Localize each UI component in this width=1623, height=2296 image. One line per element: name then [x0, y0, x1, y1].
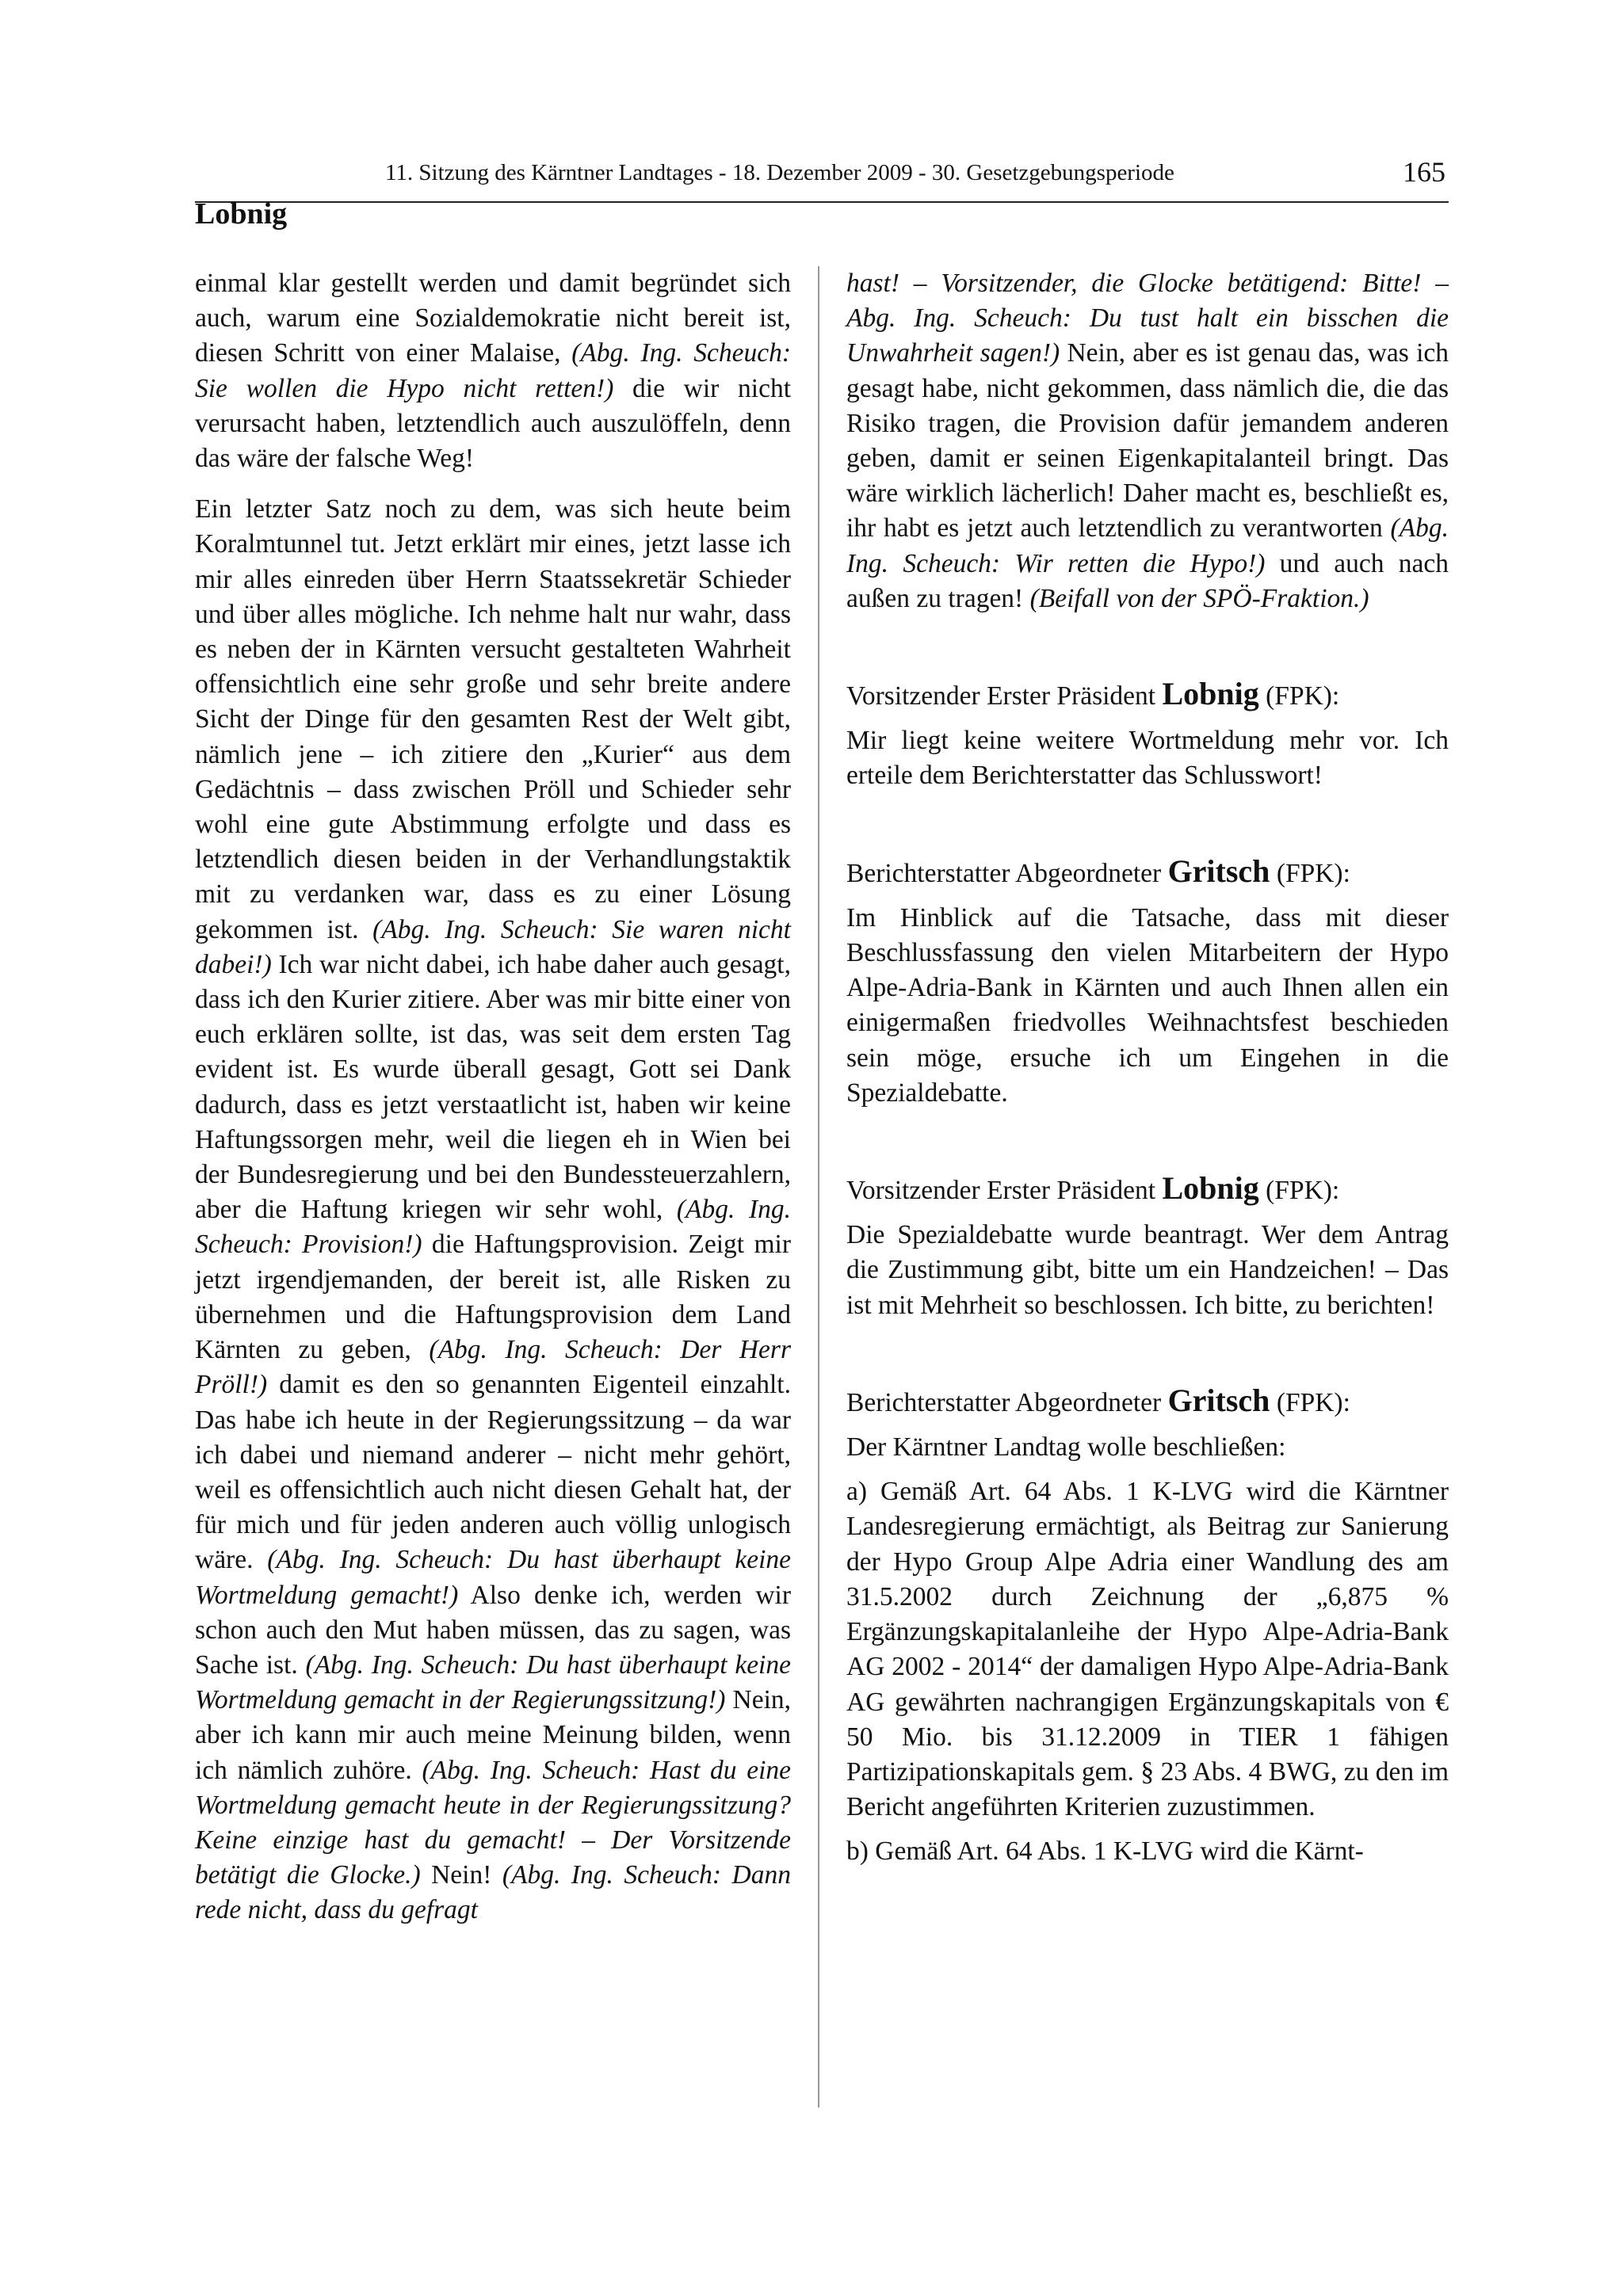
left-paragraph-1: einmal klar gestellt werden und damit begründet sich auch, warum eine Sozialdemokratie nicht bereit ist, diesen Schritt von einer Malaise, (Abg. Ing. Scheuch: Sie wollen die Hypo nicht retten!) die wir nicht verursacht haben, letztendlich auch auszulöffeln, denn das wäre der falsche Weg!: [195, 269, 791, 474]
left-column: [195, 266, 791, 1928]
speaker-heading: Berichterstatter Abgeordneter Gritsch (FPK):: [846, 852, 1350, 889]
running-header: [195, 155, 1449, 203]
speech-intro: Der Kärntner Landtag wolle beschließen:: [846, 1432, 1286, 1463]
right-paragraph-1: hast! – Vorsitzender, die Glocke betätigend: Bitte! – Abg. Ing. Scheuch: Du tust halt ein bisschen die Unwahrheit sagen!) Nein, aber es ist genau das, was ich gesagt habe, nicht gekommen, dass nämlich die, die das Risiko tragen, die Provision dafür jemandem anderen geben, damit er seinen Eigenkapitalanteil bringt. Das wäre wirklich lächerlich! Daher macht es, beschließt es, ihr habt es jetzt auch letztendlich zu verantworten (Abg. Ing. Scheuch: Wir retten die Hypo!) und auch nach außen zu tragen! (Beifall von der SPÖ-Fraktion.): [846, 269, 1449, 613]
speaker-heading: Berichterstatter Abgeordneter Gritsch (FPK):: [846, 1382, 1350, 1418]
column-divider: [818, 266, 819, 2107]
resolution-item-b: b) Gemäß Art. 64 Abs. 1 K-LVG wird die Kärnt-: [846, 1836, 1364, 1867]
speaker-heading: Vorsitzender Erster Präsident Lobnig (FPK):: [846, 676, 1340, 712]
speaker-heading: Vorsitzender Erster Präsident Lobnig (FPK):: [846, 1170, 1340, 1207]
speech-text: Mir liegt keine weitere Wortmeldung mehr vor. Ich erteile dem Berichterstatter das Schlusswort!: [846, 726, 1449, 791]
right-column: [846, 266, 1449, 1870]
speech-text: Im Hinblick auf die Tatsache, dass mit dieser Beschlussfassung den vielen Mitarbeitern der Hypo Alpe-Adria-Bank in Kärnten und auch Ihnen allen ein einigermaßen friedvolles Weihnachtsfest beschieden sein möge, ersuche ich um Eingehen in die Spezialdebatte.: [846, 902, 1449, 1108]
current-speaker: Lobnig: [195, 197, 288, 231]
page-number: 165: [1403, 156, 1445, 188]
left-paragraph-2: Ein letzter Satz noch zu dem, was sich heute beim Koralmtunnel tut. Jetzt erklärt mir eines, jetzt lasse ich mir alles einreden über Herrn Staatssekretär Schieder und über alles mögliche. Ich nehme halt nur wahr, dass es neben der in Kärnten versucht gestalteten Wahrheit offensichtlich eine sehr große und sehr breite andere Sicht der Dinge für den gesamten Rest der Welt gibt, nämlich jene – ich zitiere den „Kurier“ aus dem Gedächtnis – dass zwischen Pröll und Schieder sehr wohl eine gute Abstimmung erfolgte und dass es letztendlich diesen beiden in der Verhandlungstaktik mit zu verdanken war, dass es zu einer Lösung gekommen ist. (Abg. Ing. Scheuch: Sie waren nicht dabei!) Ich war nicht dabei, ich habe daher auch gesagt, dass ich den Kurier zitiere. Aber was mir bitte einer von euch erklären sollte, ist das, was seit dem ersten Tag evident ist. Es wurde überall gesagt, Gott sei Dank dadurch, dass es jetzt verstaatlicht ist, haben wir keine Haftungssorgen mehr, weil die liegen eh in Wien bei der Bundesregierung und bei den Bundessteuerzahlern, aber die Haftung kriegen wir sehr wohl, (Abg. Ing. Scheuch: Provision!) die Haftungsprovision. Zeigt mir jetzt irgendjemanden, der bereit ist, alle Risken zu übernehmen und die Haftungsprovision dem Land Kärnten zu geben, (Abg. Ing. Scheuch: Der Herr Pröll!) damit es den so genannten Eigenteil einzahlt. Das habe ich heute in der Regierungssitzung – da war ich dabei und niemand anderer – nicht mehr gehört, weil es offensichtlich auch nicht diesen Gehalt hat, der für mich und für jeden anderen auch völlig unlogisch wäre. (Abg. Ing. Scheuch: Du hast überhaupt keine Wortmeldung gemacht!) Also denke ich, werden wir schon auch den Mut haben müssen, das zu sagen, was Sache ist. (Abg. Ing. Scheuch: Du hast überhaupt keine Wortmeldung gemacht in der Regierungssitzung!) Nein, aber ich kann mir auch meine Meinung bilden, wenn ich nämlich zuhöre. (Abg. Ing. Scheuch: Hast du eine Wortmeldung gemacht heute in der Regierungssitzung? Keine einzige hast du gemacht! – Der Vorsitzende betätigt die Glocke.) Nein! (Abg. Ing. Scheuch: Dann rede nicht, dass du gefragt: [195, 494, 792, 1925]
header-title: 11. Sitzung des Kärntner Landtages - 18. Dezember 2009 - 30. Gesetzgebungsperiode: [385, 160, 1174, 185]
speech-text: Die Spezialdebatte wurde beantragt. Wer dem Antrag die Zustimmung gibt, bitte um ein Handzeichen! – Das ist mit Mehrheit so beschlossen. Ich bitte, zu berichten!: [846, 1220, 1449, 1320]
resolution-item-a: a) Gemäß Art. 64 Abs. 1 K-LVG wird die Kärntner Landesregierung ermächtigt, als Beitrag zur Sanierung der Hypo Group Alpe Adria einer Wandlung des am 31.5.2002 durch Zeichnung der „6,875 % Ergänzungskapitalanleihe der Hypo Alpe-Adria-Bank AG 2002 - 2014“ der damaligen Hypo Alpe-Adria-Bank AG gewährten nachrangigen Ergänzungskapitals von € 50 Mio. bis 31.12.2009 in TIER 1 fähigen Partizipationskapitals gem. § 23 Abs. 4 BWG, zu den im Bericht angeführten Kriterien zuzustimmen.: [846, 1477, 1449, 1822]
